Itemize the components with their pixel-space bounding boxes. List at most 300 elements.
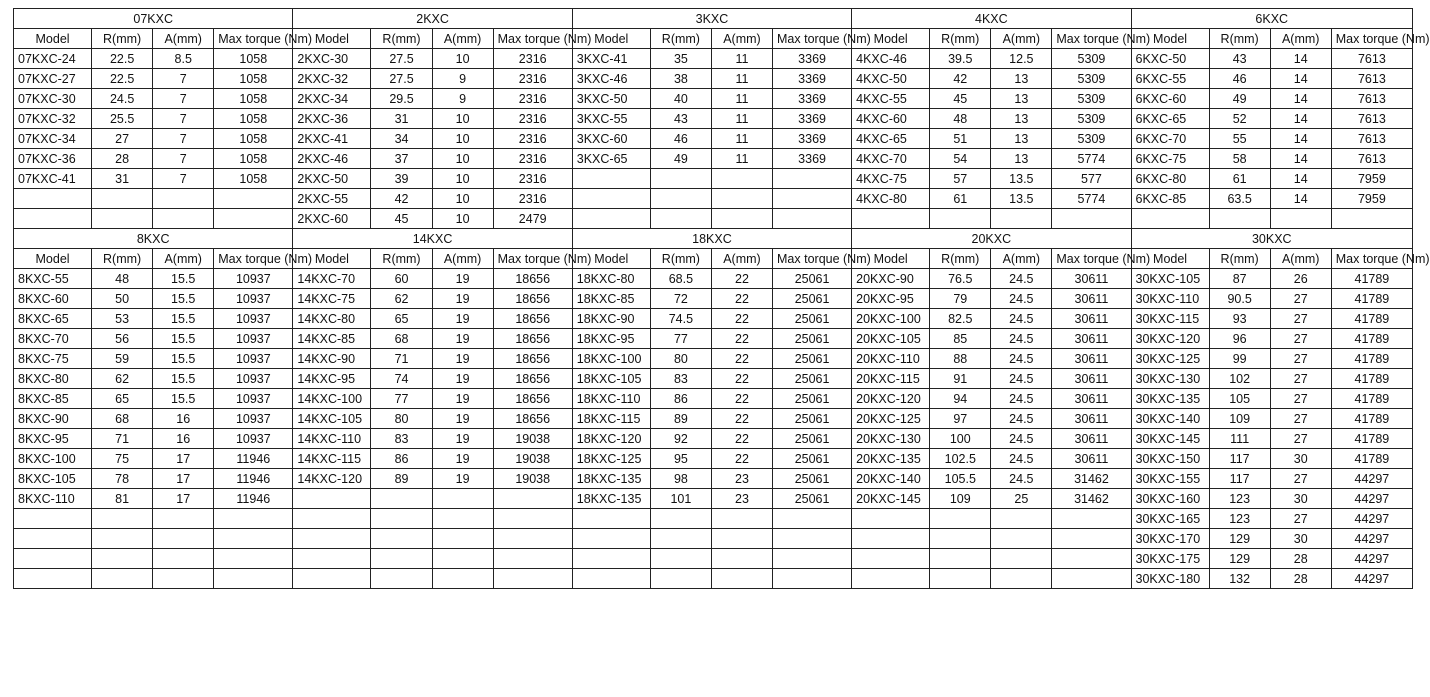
model-cell: 8KXC-105 [14,469,92,489]
a-cell: 27 [1270,329,1331,349]
a-cell: 9 [432,69,493,89]
r-cell: 117 [1209,449,1270,469]
max-torque-cell: 3369 [773,149,852,169]
max-torque-cell: 19038 [493,429,572,449]
model-cell [14,209,92,229]
a-cell [711,209,772,229]
header-max-torque: Max torque (Nm) [773,29,852,49]
a-cell: 14 [1270,89,1331,109]
r-cell: 82.5 [930,309,991,329]
model-cell: 8KXC-110 [14,489,92,509]
model-cell: 18KXC-135 [572,489,650,509]
a-cell: 22 [711,269,772,289]
r-cell: 50 [92,289,153,309]
max-torque-cell: 1058 [214,89,293,109]
max-torque-cell: 25061 [773,469,852,489]
a-cell [432,489,493,509]
a-cell [991,209,1052,229]
max-torque-cell: 10937 [214,409,293,429]
a-cell: 22 [711,389,772,409]
model-cell: 07KXC-27 [14,69,92,89]
model-cell: 20KXC-100 [852,309,930,329]
a-cell: 19 [432,289,493,309]
model-cell [14,549,92,569]
a-cell: 14 [1270,69,1331,89]
max-torque-cell: 44297 [1331,489,1412,509]
model-cell: 2KXC-34 [293,89,371,109]
r-cell [371,549,432,569]
max-torque-cell: 18656 [493,369,572,389]
model-cell: 07KXC-41 [14,169,92,189]
r-cell [650,189,711,209]
r-cell [650,209,711,229]
r-cell [1209,209,1270,229]
max-torque-cell: 7613 [1331,69,1412,89]
table-row [14,69,1413,89]
top-group-title-row [14,9,1413,29]
max-torque-cell [773,529,852,549]
r-cell: 52 [1209,109,1270,129]
max-torque-cell: 25061 [773,349,852,369]
a-cell: 7 [153,89,214,109]
table-row [14,189,1413,209]
max-torque-cell: 11946 [214,489,293,509]
max-torque-cell: 7959 [1331,189,1412,209]
header-model: Model [852,249,930,269]
model-cell: 18KXC-115 [572,409,650,429]
max-torque-cell [214,189,293,209]
a-cell: 16 [153,429,214,449]
a-cell: 7 [153,69,214,89]
r-cell: 60 [371,269,432,289]
a-cell: 13 [991,89,1052,109]
a-cell: 19 [432,369,493,389]
max-torque-cell: 10937 [214,329,293,349]
model-cell: 3KXC-50 [572,89,650,109]
r-cell: 40 [650,89,711,109]
a-cell: 17 [153,449,214,469]
r-cell: 54 [930,149,991,169]
a-cell [432,549,493,569]
r-cell: 27.5 [371,49,432,69]
header-max-torque: Max torque (Nm) [493,29,572,49]
model-cell: 14KXC-80 [293,309,371,329]
r-cell: 57 [930,169,991,189]
max-torque-cell: 30611 [1052,369,1131,389]
group-title: 4KXC [852,9,1131,29]
a-cell: 11 [711,149,772,169]
header-model: Model [293,29,371,49]
max-torque-cell: 7613 [1331,89,1412,109]
a-cell: 19 [432,409,493,429]
r-cell [930,509,991,529]
r-cell: 46 [1209,69,1270,89]
r-cell: 93 [1209,309,1270,329]
r-cell: 51 [930,129,991,149]
r-cell [930,529,991,549]
a-cell: 13.5 [991,189,1052,209]
a-cell: 17 [153,489,214,509]
model-cell: 4KXC-46 [852,49,930,69]
a-cell: 15.5 [153,349,214,369]
table-row [14,549,1413,569]
r-cell: 83 [650,369,711,389]
a-cell: 27 [1270,289,1331,309]
r-cell: 100 [930,429,991,449]
max-torque-cell [493,569,572,589]
max-torque-cell: 2479 [493,209,572,229]
header-model: Model [572,249,650,269]
a-cell: 15.5 [153,289,214,309]
max-torque-cell: 2316 [493,49,572,69]
table-row [14,329,1413,349]
r-cell: 90.5 [1209,289,1270,309]
a-cell: 22 [711,369,772,389]
max-torque-cell: 2316 [493,169,572,189]
model-cell: 8KXC-70 [14,329,92,349]
model-cell: 30KXC-170 [1131,529,1209,549]
max-torque-cell: 2316 [493,89,572,109]
max-torque-cell: 41789 [1331,349,1412,369]
kxc-spec-table [13,8,1430,589]
r-cell: 29.5 [371,89,432,109]
r-cell: 86 [371,449,432,469]
a-cell [153,509,214,529]
table-row [14,569,1413,589]
a-cell: 19 [432,389,493,409]
model-cell: 30KXC-165 [1131,509,1209,529]
r-cell [371,569,432,589]
a-cell: 24.5 [991,409,1052,429]
header-max-torque: Max torque (Nm) [214,29,293,49]
r-cell: 22.5 [92,49,153,69]
a-cell [432,509,493,529]
header-r: R(mm) [650,29,711,49]
r-cell [930,549,991,569]
model-cell: 20KXC-90 [852,269,930,289]
model-cell: 20KXC-145 [852,489,930,509]
model-cell: 6KXC-70 [1131,129,1209,149]
table-row [14,49,1413,69]
model-cell: 2KXC-41 [293,129,371,149]
r-cell: 61 [930,189,991,209]
a-cell: 17 [153,469,214,489]
model-cell: 14KXC-70 [293,269,371,289]
model-cell [572,529,650,549]
r-cell: 89 [650,409,711,429]
r-cell: 45 [371,209,432,229]
model-cell: 30KXC-140 [1131,409,1209,429]
header-r: R(mm) [92,29,153,49]
r-cell: 102 [1209,369,1270,389]
a-cell [711,509,772,529]
model-cell: 14KXC-95 [293,369,371,389]
r-cell [92,509,153,529]
model-cell: 20KXC-140 [852,469,930,489]
max-torque-cell: 1058 [214,49,293,69]
model-cell: 14KXC-75 [293,289,371,309]
bottom-column-header-row [14,249,1413,269]
r-cell: 74.5 [650,309,711,329]
max-torque-cell: 1058 [214,149,293,169]
max-torque-cell: 5309 [1052,89,1131,109]
model-cell: 8KXC-60 [14,289,92,309]
a-cell: 10 [432,49,493,69]
model-cell: 2KXC-55 [293,189,371,209]
a-cell: 11 [711,69,772,89]
a-cell [991,549,1052,569]
r-cell: 39.5 [930,49,991,69]
a-cell: 23 [711,469,772,489]
a-cell: 14 [1270,149,1331,169]
max-torque-cell [1052,209,1131,229]
model-cell: 8KXC-95 [14,429,92,449]
model-cell: 8KXC-90 [14,409,92,429]
max-torque-cell: 41789 [1331,369,1412,389]
model-cell [14,569,92,589]
r-cell: 81 [92,489,153,509]
a-cell: 15.5 [153,389,214,409]
header-a: A(mm) [153,249,214,269]
max-torque-cell [773,569,852,589]
header-model: Model [852,29,930,49]
model-cell: 14KXC-115 [293,449,371,469]
model-cell: 07KXC-24 [14,49,92,69]
r-cell [92,529,153,549]
a-cell: 19 [432,449,493,469]
max-torque-cell: 18656 [493,389,572,409]
r-cell [92,209,153,229]
model-cell: 8KXC-65 [14,309,92,329]
r-cell: 56 [92,329,153,349]
max-torque-cell [214,569,293,589]
max-torque-cell: 30611 [1052,409,1131,429]
a-cell: 24.5 [991,269,1052,289]
model-cell: 2KXC-46 [293,149,371,169]
r-cell: 62 [92,369,153,389]
r-cell: 96 [1209,329,1270,349]
r-cell: 43 [1209,49,1270,69]
max-torque-cell: 3369 [773,129,852,149]
max-torque-cell: 30611 [1052,309,1131,329]
header-max-torque: Max torque (Nm) [1052,29,1131,49]
r-cell: 28 [92,149,153,169]
a-cell: 7 [153,129,214,149]
max-torque-cell: 41789 [1331,449,1412,469]
max-torque-cell: 44297 [1331,569,1412,589]
model-cell [293,489,371,509]
model-cell: 6KXC-60 [1131,89,1209,109]
a-cell [711,169,772,189]
r-cell: 72 [650,289,711,309]
model-cell: 18KXC-135 [572,469,650,489]
a-cell: 22 [711,349,772,369]
header-max-torque: Max torque (Nm) [493,249,572,269]
max-torque-cell [1052,569,1131,589]
a-cell: 15.5 [153,269,214,289]
group-title: 20KXC [852,229,1131,249]
r-cell: 109 [1209,409,1270,429]
max-torque-cell [214,529,293,549]
max-torque-cell: 577 [1052,169,1131,189]
max-torque-cell: 1058 [214,169,293,189]
model-cell: 8KXC-75 [14,349,92,369]
max-torque-cell: 1058 [214,69,293,89]
r-cell: 59 [92,349,153,369]
model-cell: 3KXC-65 [572,149,650,169]
model-cell [14,509,92,529]
a-cell: 11 [711,89,772,109]
r-cell: 97 [930,409,991,429]
r-cell [650,529,711,549]
header-r: R(mm) [1209,29,1270,49]
header-a: A(mm) [1270,249,1331,269]
max-torque-cell [493,509,572,529]
header-model: Model [14,249,92,269]
r-cell: 39 [371,169,432,189]
a-cell [153,189,214,209]
a-cell: 13.5 [991,169,1052,189]
r-cell: 53 [92,309,153,329]
model-cell [293,569,371,589]
a-cell: 16 [153,409,214,429]
r-cell: 68.5 [650,269,711,289]
header-r: R(mm) [92,249,153,269]
table-row [14,209,1413,229]
a-cell: 11 [711,129,772,149]
model-cell: 14KXC-100 [293,389,371,409]
r-cell [92,569,153,589]
max-torque-cell [773,169,852,189]
model-cell: 07KXC-32 [14,109,92,129]
max-torque-cell [214,509,293,529]
header-r: R(mm) [930,249,991,269]
model-cell: 20KXC-125 [852,409,930,429]
r-cell: 68 [371,329,432,349]
max-torque-cell: 25061 [773,269,852,289]
max-torque-cell: 18656 [493,309,572,329]
model-cell: 4KXC-50 [852,69,930,89]
max-torque-cell: 7959 [1331,169,1412,189]
max-torque-cell: 5309 [1052,109,1131,129]
max-torque-cell [773,549,852,569]
max-torque-cell: 25061 [773,409,852,429]
a-cell: 15.5 [153,329,214,349]
a-cell [711,189,772,209]
a-cell: 19 [432,429,493,449]
a-cell: 8.5 [153,49,214,69]
max-torque-cell: 3369 [773,109,852,129]
a-cell: 27 [1270,429,1331,449]
model-cell: 18KXC-95 [572,329,650,349]
a-cell: 13 [991,129,1052,149]
table-row [14,369,1413,389]
bottom-group-title-row [14,229,1413,249]
max-torque-cell: 41789 [1331,329,1412,349]
group-title: 8KXC [14,229,293,249]
spec-sheet [13,8,1430,589]
r-cell [930,209,991,229]
max-torque-cell: 44297 [1331,529,1412,549]
r-cell: 80 [650,349,711,369]
model-cell: 18KXC-120 [572,429,650,449]
model-cell: 2KXC-50 [293,169,371,189]
r-cell: 77 [650,329,711,349]
a-cell: 19 [432,469,493,489]
r-cell: 77 [371,389,432,409]
a-cell [711,529,772,549]
model-cell: 18KXC-90 [572,309,650,329]
table-row [14,409,1413,429]
r-cell: 58 [1209,149,1270,169]
a-cell [153,549,214,569]
a-cell: 10 [432,129,493,149]
header-r: R(mm) [1209,249,1270,269]
max-torque-cell: 11946 [214,469,293,489]
header-a: A(mm) [1270,29,1331,49]
model-cell [852,529,930,549]
r-cell: 75 [92,449,153,469]
model-cell: 18KXC-125 [572,449,650,469]
a-cell: 14 [1270,129,1331,149]
model-cell: 2KXC-60 [293,209,371,229]
a-cell: 22 [711,429,772,449]
r-cell: 37 [371,149,432,169]
model-cell [852,509,930,529]
max-torque-cell: 18656 [493,269,572,289]
a-cell: 7 [153,169,214,189]
a-cell: 10 [432,109,493,129]
header-max-torque: Max torque (Nm) [1331,29,1412,49]
a-cell: 27 [1270,409,1331,429]
max-torque-cell: 3369 [773,89,852,109]
r-cell: 98 [650,469,711,489]
max-torque-cell: 30611 [1052,449,1131,469]
table-row [14,149,1413,169]
a-cell: 9 [432,89,493,109]
model-cell: 20KXC-130 [852,429,930,449]
model-cell: 30KXC-150 [1131,449,1209,469]
model-cell: 4KXC-60 [852,109,930,129]
max-torque-cell: 10937 [214,269,293,289]
model-cell: 30KXC-135 [1131,389,1209,409]
model-cell [293,509,371,529]
table-row [14,129,1413,149]
max-torque-cell: 2316 [493,189,572,209]
model-cell: 8KXC-85 [14,389,92,409]
table-row [14,489,1413,509]
max-torque-cell: 7613 [1331,109,1412,129]
a-cell: 7 [153,109,214,129]
a-cell: 22 [711,409,772,429]
max-torque-cell: 10937 [214,389,293,409]
a-cell: 26 [1270,269,1331,289]
r-cell: 94 [930,389,991,409]
r-cell: 34 [371,129,432,149]
a-cell: 24.5 [991,289,1052,309]
group-title: 30KXC [1131,229,1412,249]
r-cell: 89 [371,469,432,489]
table-row [14,349,1413,369]
max-torque-cell: 41789 [1331,429,1412,449]
table-row [14,389,1413,409]
r-cell: 48 [92,269,153,289]
model-cell: 6KXC-85 [1131,189,1209,209]
r-cell [650,549,711,569]
r-cell [650,169,711,189]
r-cell: 43 [650,109,711,129]
max-torque-cell [493,529,572,549]
